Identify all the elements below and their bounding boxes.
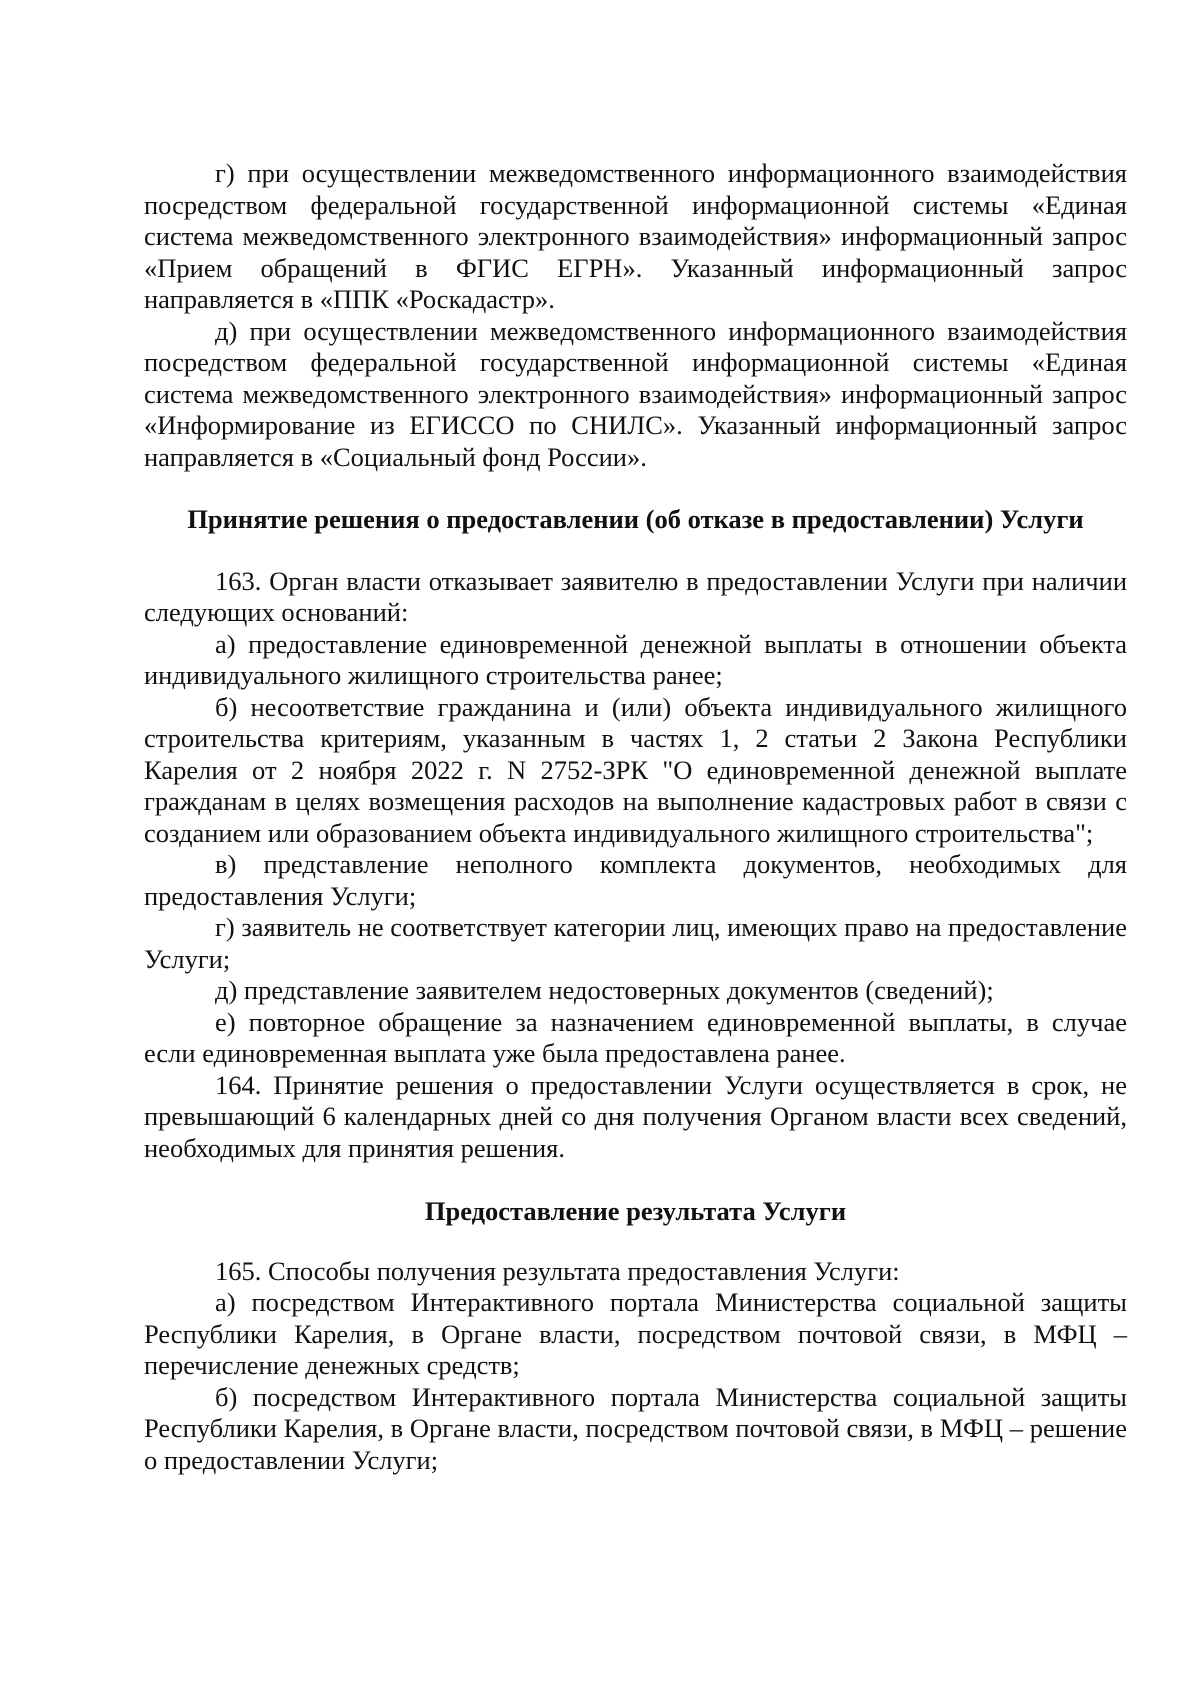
paragraph-164: 164. Принятие решения о предоставлении Услуги осуществляется в срок, не превышающий 6 календарных дней со дня получения Органом власти всех сведений, необходимых для принятия решения.	[144, 1069, 1127, 1163]
paragraph-163-v: в) представление неполного комплекта документов, необходимых для предоставления Услуги;	[144, 849, 1127, 911]
paragraph-165-b: б) посредством Интерактивного портала Министерства социальной защиты Республики Карелия, в Органе власти, посредством почтовой связи, в МФЦ – решение о предоставлении Услуги;	[144, 1381, 1127, 1475]
paragraph-item-d: д) при осуществлении межведомственного информационного взаимодействия посредством федеральной государственной информационной системы «Единая система межведомственного электронного взаимодействия» информационный запрос «Информирование из ЕГИССО по СНИЛС». Указанный информационный запрос направляется в «Социальный фонд России».	[144, 315, 1127, 472]
paragraph-163-a: а) предоставление единовременной денежной выплаты в отношении объекта индивидуального жилищного строительства ранее;	[144, 628, 1127, 690]
paragraph-165: 165. Способы получения результата предоставления Услуги:	[215, 1255, 900, 1286]
paragraph-163-b: б) несоответствие гражданина и (или) объекта индивидуального жилищного строительства критериям, указанным в частях 1, 2 статьи 2 Закона Республики Карелия от 2 ноября 2022 г. N 2752-ЗРК "О единовременной денежной выплате гражданам в целях возмещения расходов на выполнение кадастровых работ в связи с созданием или образованием объекта индивидуального жилищного строительства";	[144, 691, 1127, 848]
paragraph-163: 163. Орган власти отказывает заявителю в предоставлении Услуги при наличии следующих оснований:	[144, 565, 1127, 627]
paragraph-163-e: е) повторное обращение за назначением единовременной выплаты, в случае если единовременная выплата уже была предоставлена ранее.	[144, 1006, 1127, 1068]
paragraph-item-g: г) при осуществлении межведомственного информационного взаимодействия посредством федеральной государственной информационной системы «Единая система межведомственного электронного взаимодействия» информационный запрос «Прием обращений в ФГИС ЕГРН». Указанный информационный запрос направляется в «ППК «Роскадастр».	[144, 158, 1127, 314]
section-heading-result: Предоставление результата Услуги	[424, 1196, 847, 1226]
section-heading-decision: Принятие решения о предоставлении (об отказе в предоставлении) Услуги	[187, 504, 1084, 534]
paragraph-165-a: а) посредством Интерактивного портала Министерства социальной защиты Республики Карелия, в Органе власти, посредством почтовой связи, в МФЦ – перечисление денежных средств;	[144, 1287, 1127, 1380]
paragraph-163-g: г) заявитель не соответствует категории лиц, имеющих право на предоставление Услуги;	[144, 912, 1127, 974]
paragraph-163-d: д) представление заявителем недостоверных документов (сведений);	[215, 975, 994, 1005]
